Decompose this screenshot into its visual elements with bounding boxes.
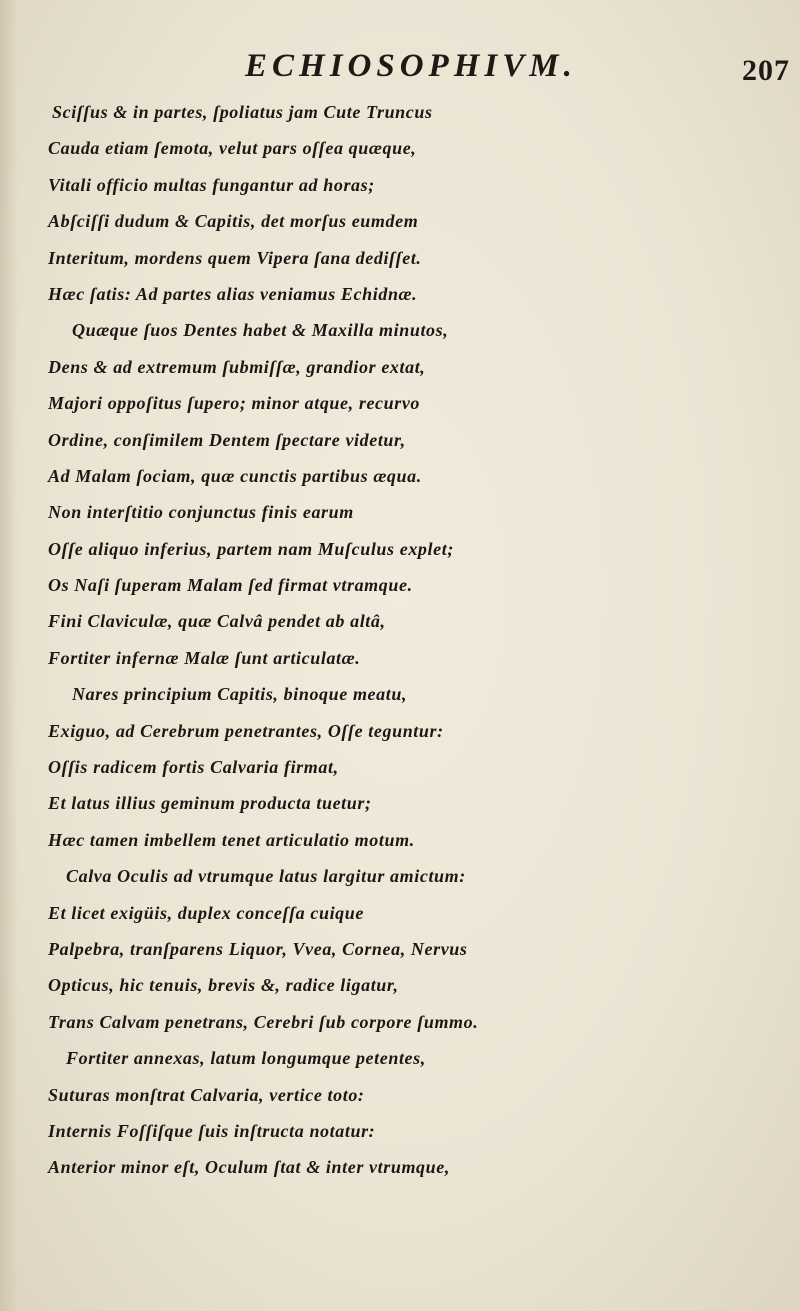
- verse-line: Nares principium Capitis, binoque meatu,: [72, 684, 408, 705]
- verse-line: Anterior minor eſt, Oculum ſtat & inter vtrumque,: [48, 1157, 450, 1178]
- verse-line: Oſſis radicem fortis Calvaria firmat,: [48, 757, 339, 778]
- running-head: ECHIOSOPHIVM.: [245, 48, 577, 84]
- verse-line: Sciſſus & in partes, ſpoliatus jam Cute Truncus: [52, 102, 433, 122]
- verse-line: Hæc tamen imbellem tenet articulatio motum.: [48, 829, 415, 850]
- verse-line: Cauda etiam ſemota, velut pars oſſea quæque,: [48, 138, 417, 159]
- verse-line: Fortiter infernæ Malæ ſunt articulatæ.: [48, 647, 361, 668]
- verse-line: Abſciſſi dudum & Capitis, det morſus eumdem: [48, 211, 419, 232]
- verse-line: Majori oppoſitus ſupero; minor atque, recurvo: [48, 393, 421, 414]
- verse-line: Exiguo, ad Cerebrum penetrantes, Oſſe teguntur:: [48, 720, 444, 741]
- verse-line: Ad Malam ſociam, quæ cunctis partibus æqua.: [48, 465, 422, 486]
- page-number: 207: [742, 54, 790, 87]
- verse-line: Oſſe aliquo inferius, partem nam Muſculus explet;: [48, 538, 454, 559]
- verse-line: Fortiter annexas, latum longumque petentes,: [66, 1048, 426, 1069]
- verse-line: Internis Foſſiſque ſuis inſtructa notatur:: [48, 1120, 376, 1141]
- verse-line: Os Naſi ſuperam Malam ſed firmat vtramque.: [48, 575, 413, 596]
- verse-line: Quæque ſuos Dentes habet & Maxilla minutos,: [72, 320, 449, 341]
- verse-line: Palpebra, tranſparens Liquor, Vvea, Cornea, Nervus: [48, 938, 468, 959]
- page-header: [0, 48, 800, 98]
- verse-line: Hæc ſatis: Ad partes alias veniamus Echidnæ.: [48, 283, 418, 304]
- verse-line: Ordine, conſimilem Dentem ſpectare videtur,: [48, 429, 406, 450]
- verse-line: Vitali officio multas fungantur ad horas;: [48, 174, 375, 195]
- verse-line: Fini Claviculæ, quæ Calvâ pendet ab altâ,: [48, 611, 386, 632]
- verse-text: [0, 94, 800, 1186]
- verse-line: Calva Oculis ad vtrumque latus largitur amictum:: [66, 866, 466, 887]
- verse-line: Et licet exigüis, duplex conceſſa cuique: [48, 902, 364, 923]
- verse-line: Interitum, mordens quem Vipera ſana dediſſet.: [48, 247, 422, 268]
- verse-line: Dens & ad extremum ſubmiſſæ, grandior extat,: [48, 356, 426, 377]
- verse-line: Trans Calvam penetrans, Cerebri ſub corpore ſummo.: [48, 1011, 479, 1032]
- verse-line: Opticus, hic tenuis, brevis &, radice ligatur,: [48, 975, 399, 996]
- verse-line: Et latus illius geminum producta tuetur;: [48, 793, 372, 814]
- verse-line: Suturas monſtrat Calvaria, vertice toto:: [48, 1084, 365, 1105]
- verse-line: Non interſtitio conjunctus finis earum: [48, 502, 354, 523]
